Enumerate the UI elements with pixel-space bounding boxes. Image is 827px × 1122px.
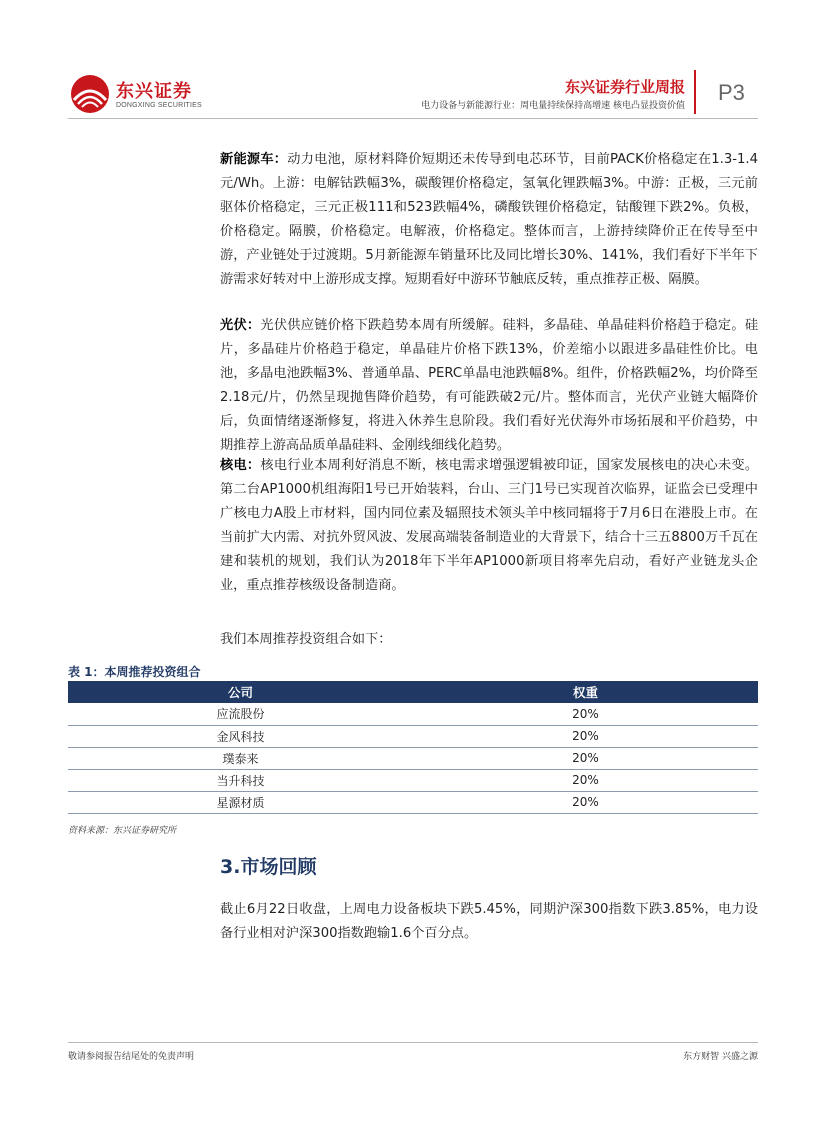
paragraph-text: 光伏供应链价格下跌趋势本周有所缓解。硅料，多晶硅、单晶硅料价格趋于稳定。硅片，多晶硅片价格趋于稳定，单晶硅片价格下跌13%，价差缩小以跟进多晶硅性价比。电池，多晶电池跌幅3%、普通单晶、PERC单晶电池跌幅8%。组件，价格跌幅2%，均价降至2.18元/片，仍然呈现抛售降价趋势，有可能跌破2元/片。整体而言，光伏产业链大幅降价后，负面情绪逐渐修复，将进入休养生息阶段。我们看好光伏海外市场拓展和平价趋势，中期推荐上游高品质单晶硅料、金刚线细线化趋势。	[220, 318, 759, 453]
paragraph-photovoltaic	[220, 314, 758, 458]
page-number: P3	[718, 80, 745, 105]
cell-company: 璞泰来	[68, 747, 413, 769]
paragraph-market-review	[220, 898, 758, 946]
paragraph-portfolio-intro	[220, 628, 758, 652]
report-subtitle: 电力设备与新能源行业：周电量持续保持高增速 核电凸显投资价值	[421, 101, 685, 111]
table-header-row	[68, 681, 758, 703]
table-caption: 表 1：本周推荐投资组合	[68, 665, 201, 679]
column-header-weight: 权重	[413, 681, 758, 703]
paragraph-text: 截止6月22日收盘，上周电力设备板块下跌5.45%，同期沪深300指数下跌3.85%，电力设备行业相对沪深300指数跑输1.6个百分点。	[220, 902, 758, 941]
footer-slogan: 东方财智 兴盛之源	[683, 1052, 758, 1062]
cell-weight: 20%	[413, 703, 758, 725]
table-row	[68, 791, 758, 813]
paragraph-text: 我们本周推荐投资组合如下：	[220, 632, 392, 647]
paragraph-nuclear	[220, 454, 758, 598]
cell-weight: 20%	[413, 769, 758, 791]
paragraph-label: 核电：	[220, 458, 261, 473]
table-row	[68, 725, 758, 747]
cell-company: 星源材质	[68, 791, 413, 813]
paragraph-text: 动力电池，原材料降价短期还未传导到电芯环节，目前PACK价格稳定在1.3-1.4元/Wh。上游：电解钴跌幅3%，碳酸锂价格稳定，氢氧化锂跌幅3%。中游：正极，三元前驱体价格稳定，三元正极111和523跌幅4%，磷酸铁锂价格稳定，钴酸锂下跌2%。负极，价格稳定。隔膜，价格稳定。电解液，价格稳定。整体而言，上游持续降价正在传导至中游，产业链处于过渡期。5月新能源车销量环比及同比增长30%、141%，我们看好下半年下游需求好转对中上游形成支撑。短期看好中游环节触底反转，重点推荐正极、隔膜。	[220, 152, 758, 287]
section-heading: 3.市场回顾	[220, 856, 317, 878]
portfolio-table	[68, 681, 758, 814]
paragraph-label: 光伏：	[220, 318, 261, 333]
report-title: 东兴证券行业周报	[564, 78, 685, 96]
cell-weight: 20%	[413, 747, 758, 769]
table-source-note: 资料来源：东兴证券研究所	[68, 826, 177, 836]
cell-weight: 20%	[413, 725, 758, 747]
paragraph-new-energy-vehicles	[220, 148, 758, 292]
footer-disclaimer: 敬请参阅报告结尾处的免责声明	[68, 1052, 195, 1062]
cell-weight: 20%	[413, 791, 758, 813]
cell-company: 金风科技	[68, 725, 413, 747]
logo-mark-icon	[68, 74, 112, 114]
table-row	[68, 747, 758, 769]
company-logo	[68, 74, 208, 116]
logo-text-cn: 东兴证券	[116, 81, 192, 102]
header-rule	[68, 118, 758, 119]
table-row	[68, 769, 758, 791]
logo-text-en: DONGXING SECURITIES	[116, 102, 202, 109]
footer-rule	[68, 1042, 758, 1043]
header-divider	[694, 70, 696, 114]
paragraph-label: 新能源车：	[220, 152, 288, 167]
column-header-company: 公司	[68, 681, 413, 703]
table-row	[68, 703, 758, 725]
paragraph-text: 核电行业本周利好消息不断，核电需求增强逻辑被印证，国家发展核电的决心未变。第二台AP1000机组海阳1号已开始装料，台山、三门1号已实现首次临界，证监会已受理中广核电力A股上市材料，国内同位素及辐照技术领头羊中核同辐将于7月6日在港股上市。在当前扩大内需、对抗外贸风波、发展高端装备制造业的大背景下，结合十三五8800万千瓦在建和装机的规划，我们认为2018年下半年AP1000新项目将率先启动，看好产业链龙头企业，重点推荐核级设备制造商。	[220, 458, 759, 593]
cell-company: 当升科技	[68, 769, 413, 791]
cell-company: 应流股份	[68, 703, 413, 725]
